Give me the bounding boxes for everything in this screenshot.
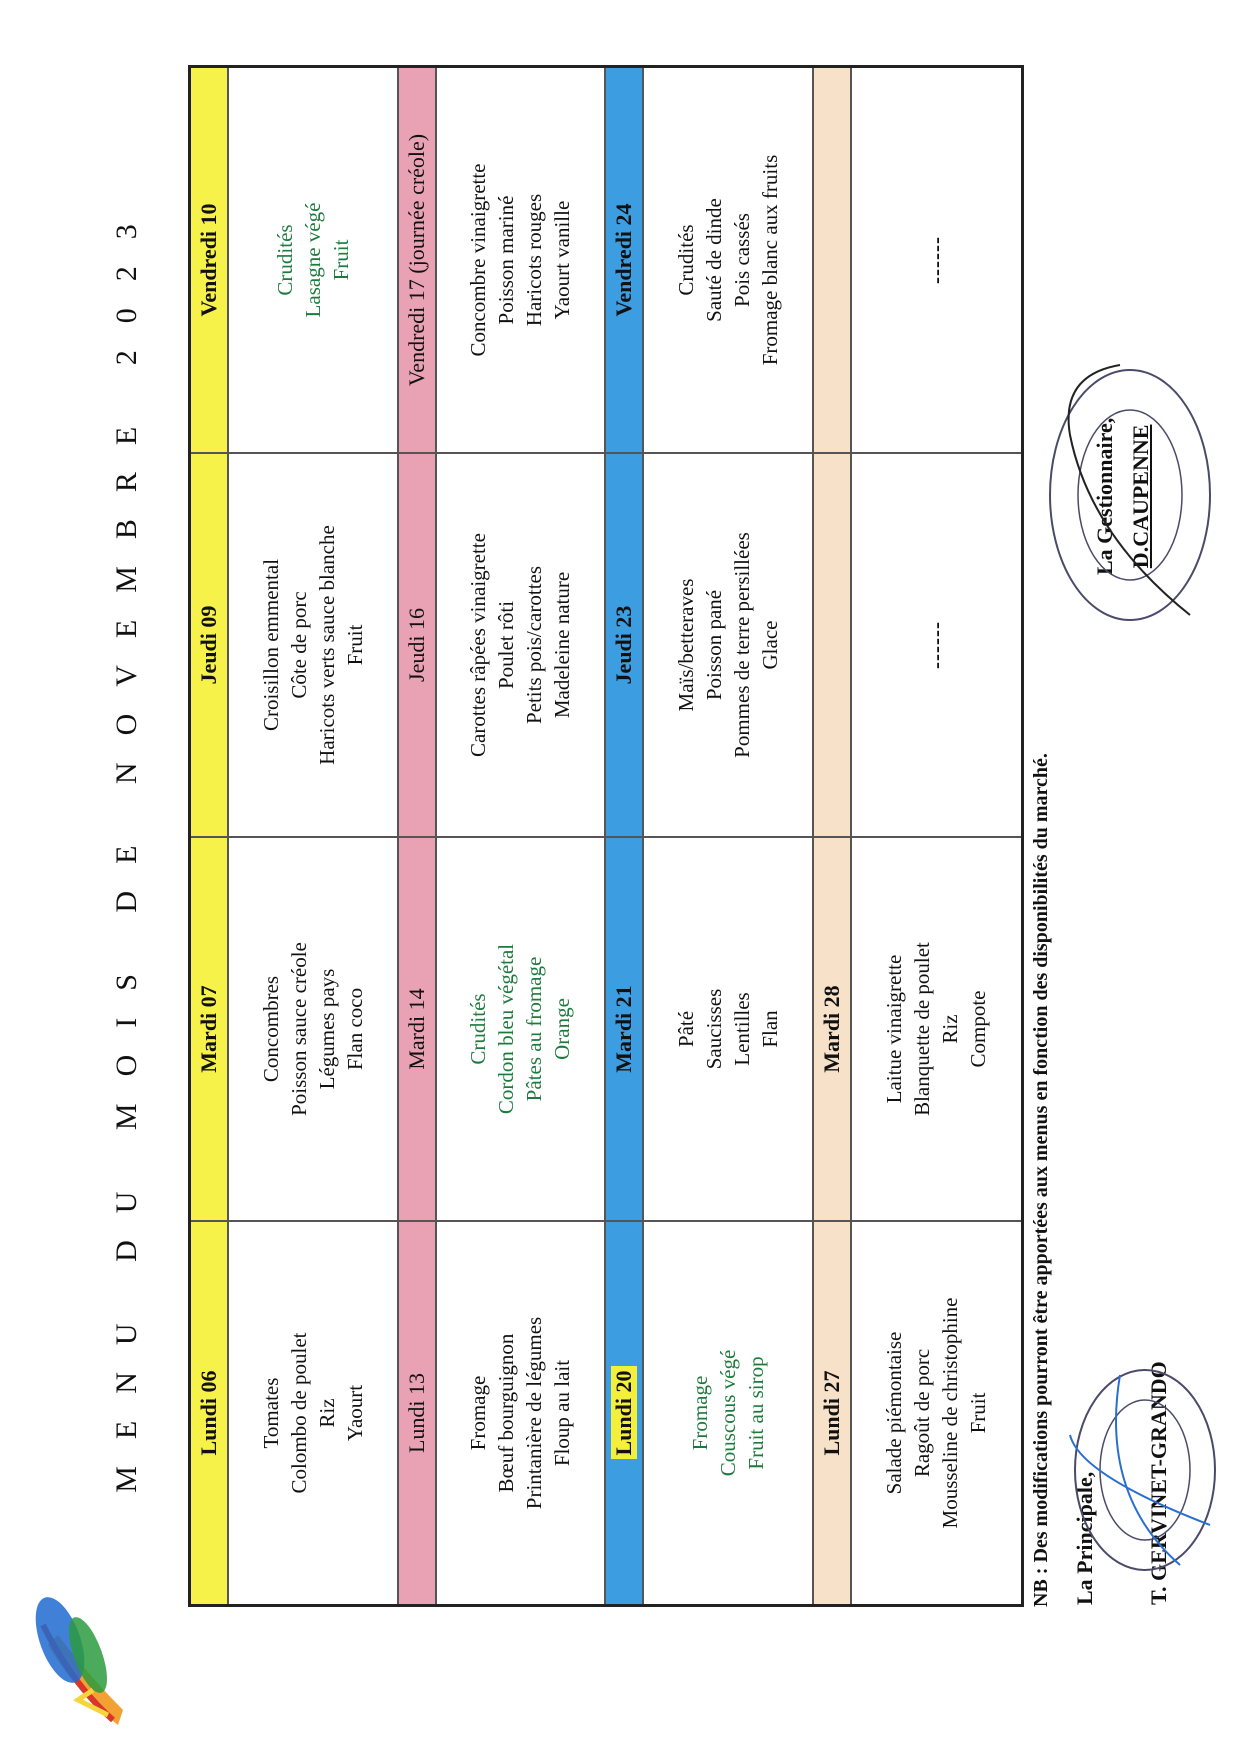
menu-item: Fruit au sirop: [743, 1356, 768, 1470]
menu-item: Haricots verts sauce blanche: [314, 525, 339, 765]
menu-items: [229, 838, 397, 1220]
menu-item: Sauté de dinde: [701, 198, 726, 322]
day-cell: [399, 836, 607, 1220]
menu-item: Madeleine nature: [550, 571, 575, 719]
menu-item: Fromage blanc aux fruits: [757, 154, 782, 366]
day-cell: [606, 452, 814, 836]
menu-items: [852, 68, 1022, 452]
menu-items: [437, 1222, 605, 1604]
menu-item: Concombre vinaigrette: [466, 163, 491, 357]
menu-item: Floup au lait: [550, 1359, 575, 1467]
menu-table: [188, 65, 1024, 1607]
menu-item: Colombo de poulet: [286, 1332, 311, 1494]
menu-items: [229, 1222, 397, 1604]
menu-item: Pois cassés: [729, 213, 754, 307]
principal-role: La Principale,: [1072, 1471, 1097, 1605]
menu-item: Blanquette de poulet: [910, 942, 935, 1116]
page-title: MENU DU MOIS DE NOVEMBRE 2023: [110, 197, 143, 1493]
menu-item: Laitue vinaigrette: [882, 954, 907, 1104]
menu-item: Crudités: [272, 224, 297, 296]
menu-item: Compote: [966, 990, 991, 1068]
day-header: Jeudi 09: [191, 454, 229, 836]
menu-items: [229, 68, 397, 452]
gestionnaire-role: La Gestionnaire,: [1092, 417, 1117, 575]
principal-stamp-icon: [1060, 1355, 1230, 1585]
school-logo: [18, 1585, 128, 1735]
day-header: Mardi 28: [814, 838, 852, 1220]
menu-item: Fromage: [687, 1375, 712, 1451]
day-cell: [191, 1220, 399, 1604]
day-header: Vendredi 17 (journée créole): [399, 68, 437, 452]
menu-item: Flan coco: [342, 987, 367, 1071]
day-header: Mardi 21: [606, 838, 644, 1220]
day-cell: [814, 1220, 1022, 1604]
day-header: [814, 454, 852, 836]
day-header: Mardi 07: [191, 838, 229, 1220]
menu-item: Carottes râpées vinaigrette: [466, 533, 491, 757]
day-header: [814, 68, 852, 452]
menu-items: [644, 1222, 812, 1604]
menu-item: Riz: [314, 1398, 339, 1428]
menu-item: Poisson mariné: [494, 195, 519, 325]
menu-item: Légumes pays: [314, 968, 339, 1090]
gestionnaire-name: D.CAUPENNE: [1128, 424, 1153, 569]
menu-item: ------: [924, 236, 949, 284]
menu-item: Concombres: [258, 975, 283, 1083]
menu-item: Mousseline de christophine: [938, 1297, 963, 1529]
day-cell: [191, 452, 399, 836]
day-header: Mardi 14: [399, 838, 437, 1220]
menu-item: Salade piémontaise: [882, 1331, 907, 1495]
menu-item: Haricots rouges: [522, 193, 547, 327]
menu-item: Flan: [757, 1010, 782, 1048]
day-cell: [191, 68, 399, 452]
menu-item: Maïs/betteraves: [673, 578, 698, 712]
menu-items: [644, 454, 812, 836]
menu-items: [437, 454, 605, 836]
day-cell: [814, 452, 1022, 836]
menu-item: Saucisses: [701, 988, 726, 1070]
day-header: Jeudi 23: [606, 454, 644, 836]
day-cell: [814, 836, 1022, 1220]
principal-name: T. GERVINET-GRANDO: [1146, 1361, 1171, 1605]
menu-item: Fruit: [342, 624, 367, 666]
day-header: Vendredi 24: [606, 68, 644, 452]
menu-items: [852, 838, 1022, 1220]
menu-item: Fruit: [328, 239, 353, 281]
menu-items: [437, 838, 605, 1220]
day-header: [606, 1222, 644, 1604]
day-header: Lundi 13: [399, 1222, 437, 1604]
menu-item: Croisillon emmental: [258, 558, 283, 732]
menu-item: Yaourt vanille: [550, 200, 575, 320]
menu-items: [229, 454, 397, 836]
day-cell: [814, 68, 1022, 452]
menu-item: Lasagne végé: [300, 202, 325, 318]
menu-item: Glace: [757, 620, 782, 670]
menu-item: Couscous végé: [715, 1349, 740, 1477]
menu-item: Pommes de terre persillées: [729, 532, 754, 758]
day-cell: [399, 452, 607, 836]
menu-items: [852, 454, 1022, 836]
menu-item: Bœuf bourguignon: [494, 1333, 519, 1493]
menu-item: Yaourt: [342, 1384, 367, 1442]
menu-items: [644, 68, 812, 452]
day-header: Jeudi 16: [399, 454, 437, 836]
menu-item: Pâté: [673, 1010, 698, 1048]
menu-item: Poisson pané: [701, 589, 726, 701]
gestionnaire-stamp-icon: [1030, 355, 1230, 635]
menu-item: Orange: [550, 998, 575, 1060]
menu-item: Poulet rôti: [494, 600, 519, 690]
menu-item: Fruit: [966, 1392, 991, 1434]
menu-item: Fromage: [466, 1375, 491, 1451]
menu-items: [644, 838, 812, 1220]
day-header: Lundi 06: [191, 1222, 229, 1604]
day-cell: [606, 836, 814, 1220]
menu-item: Crudités: [466, 993, 491, 1065]
menu-item: Crudités: [673, 224, 698, 296]
menu-item: Cordon bleu végétal: [494, 943, 519, 1115]
menu-item: Petits pois/carottes: [522, 565, 547, 725]
footnote: NB : Des modifications pourront être apportées aux menus en fonction des disponibilités du marché.: [1030, 753, 1052, 1607]
menu-item: ------: [924, 621, 949, 669]
day-cell: [606, 68, 814, 452]
menu-items: [437, 68, 605, 452]
day-cell: [606, 1220, 814, 1604]
menu-items: [852, 1222, 1022, 1604]
day-header-label: Lundi 20: [611, 1367, 637, 1460]
menu-item: Printanière de légumes: [522, 1316, 547, 1510]
day-cell: [191, 836, 399, 1220]
menu-item: Pâtes au fromage: [522, 956, 547, 1102]
menu-item: Côte de porc: [286, 591, 311, 699]
menu-item: Poisson sauce créole: [286, 942, 311, 1116]
day-header: Vendredi 10: [191, 68, 229, 452]
day-cell: [399, 1220, 607, 1604]
day-cell: [399, 68, 607, 452]
day-header: Lundi 27: [814, 1222, 852, 1604]
menu-item: Lentilles: [729, 992, 754, 1066]
menu-item: Tomates: [258, 1377, 283, 1449]
menu-item: Riz: [938, 1014, 963, 1044]
menu-item: Ragoût de porc: [910, 1348, 935, 1478]
